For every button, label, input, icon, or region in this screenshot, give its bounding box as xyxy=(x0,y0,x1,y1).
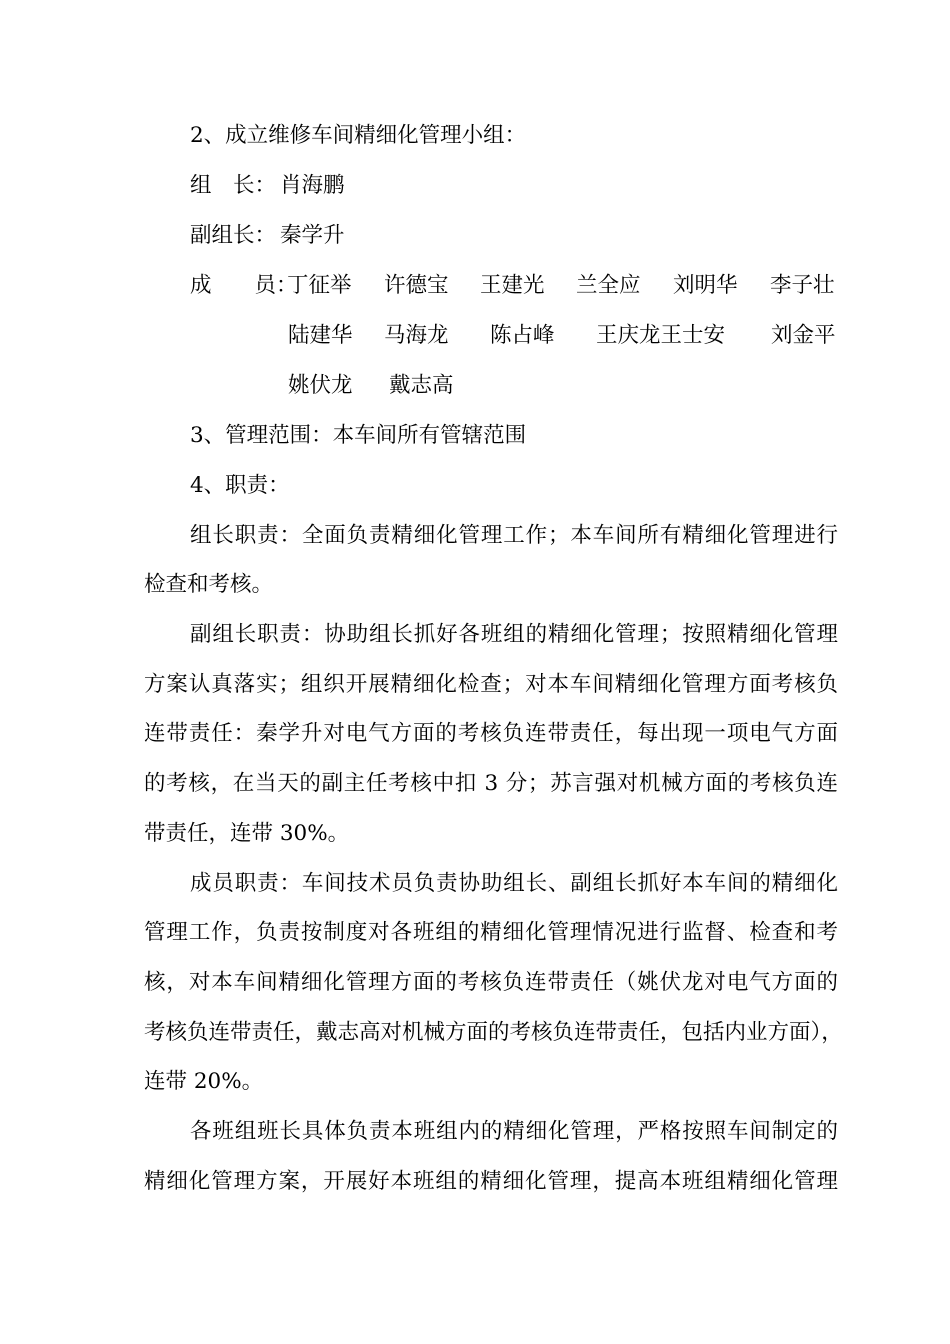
member-name: 王庆龙王士安 xyxy=(596,323,726,348)
duties-heading: 4、职责： xyxy=(190,473,290,498)
member-name: 许德宝 xyxy=(384,273,449,298)
leader-duty-line: 组长职责：全面负责精细化管理工作；本车间所有精细化管理进行 xyxy=(190,523,838,548)
member-name: 陈占峰 xyxy=(490,323,555,348)
member-name: 兰全应 xyxy=(576,273,641,298)
member-name: 刘明华 xyxy=(673,273,738,298)
vice-leader-name: 秦学升 xyxy=(280,223,345,248)
member-name: 陆建华 xyxy=(288,323,353,348)
members-label: 成 员： xyxy=(190,273,298,298)
member-duty-line: 管理工作，负责按制度对各班组的精细化管理情况进行监督、检查和考 xyxy=(144,920,838,945)
member-name: 马海龙 xyxy=(384,323,449,348)
scope-line: 3、管理范围：本车间所有管辖范围 xyxy=(190,423,527,448)
leader-duty-line: 检查和考核。 xyxy=(144,572,274,597)
vice-duty-line: 的考核，在当天的副主任考核中扣 3 分；苏言强对机械方面的考核负连 xyxy=(144,771,838,796)
member-duty-line: 核，对本车间精细化管理方面的考核负连带责任（姚伏龙对电气方面的 xyxy=(144,970,838,995)
vice-duty-line: 带责任，连带 30%。 xyxy=(144,821,350,846)
vice-duty-line: 方案认真落实；组织开展精细化检查；对本车间精细化管理方面考核负 xyxy=(144,672,838,697)
member-name: 刘金平 xyxy=(771,323,836,348)
team-duty-line: 精细化管理方案，开展好本班组的精细化管理，提高本班组精细化管理 xyxy=(144,1169,838,1194)
vice-leader-label: 副组长： xyxy=(190,223,277,248)
member-name: 戴志高 xyxy=(389,373,454,398)
member-duty-line: 成员职责：车间技术员负责协助组长、副组长抓好本车间的精细化 xyxy=(190,871,838,896)
leader-name: 肖海鹏 xyxy=(280,173,345,198)
member-name: 李子壮 xyxy=(770,273,835,298)
member-name: 丁征举 xyxy=(287,273,352,298)
section-heading-group: 2、成立维修车间精细化管理小组： xyxy=(190,123,527,148)
member-name: 姚伏龙 xyxy=(288,373,353,398)
vice-duty-line: 连带责任：秦学升对电气方面的考核负连带责任，每出现一项电气方面 xyxy=(144,721,838,746)
team-duty-line: 各班组班长具体负责本班组内的精细化管理，严格按照车间制定的 xyxy=(190,1119,838,1144)
leader-label: 组 长： xyxy=(190,173,277,198)
member-name: 王建光 xyxy=(480,273,545,298)
member-duty-line: 考核负连带责任，戴志高对机械方面的考核负连带责任，包括内业方面）， xyxy=(144,1020,843,1045)
member-duty-line: 连带 20%。 xyxy=(144,1069,264,1094)
vice-duty-line: 副组长职责：协助组长抓好各班组的精细化管理；按照精细化管理 xyxy=(190,622,838,647)
